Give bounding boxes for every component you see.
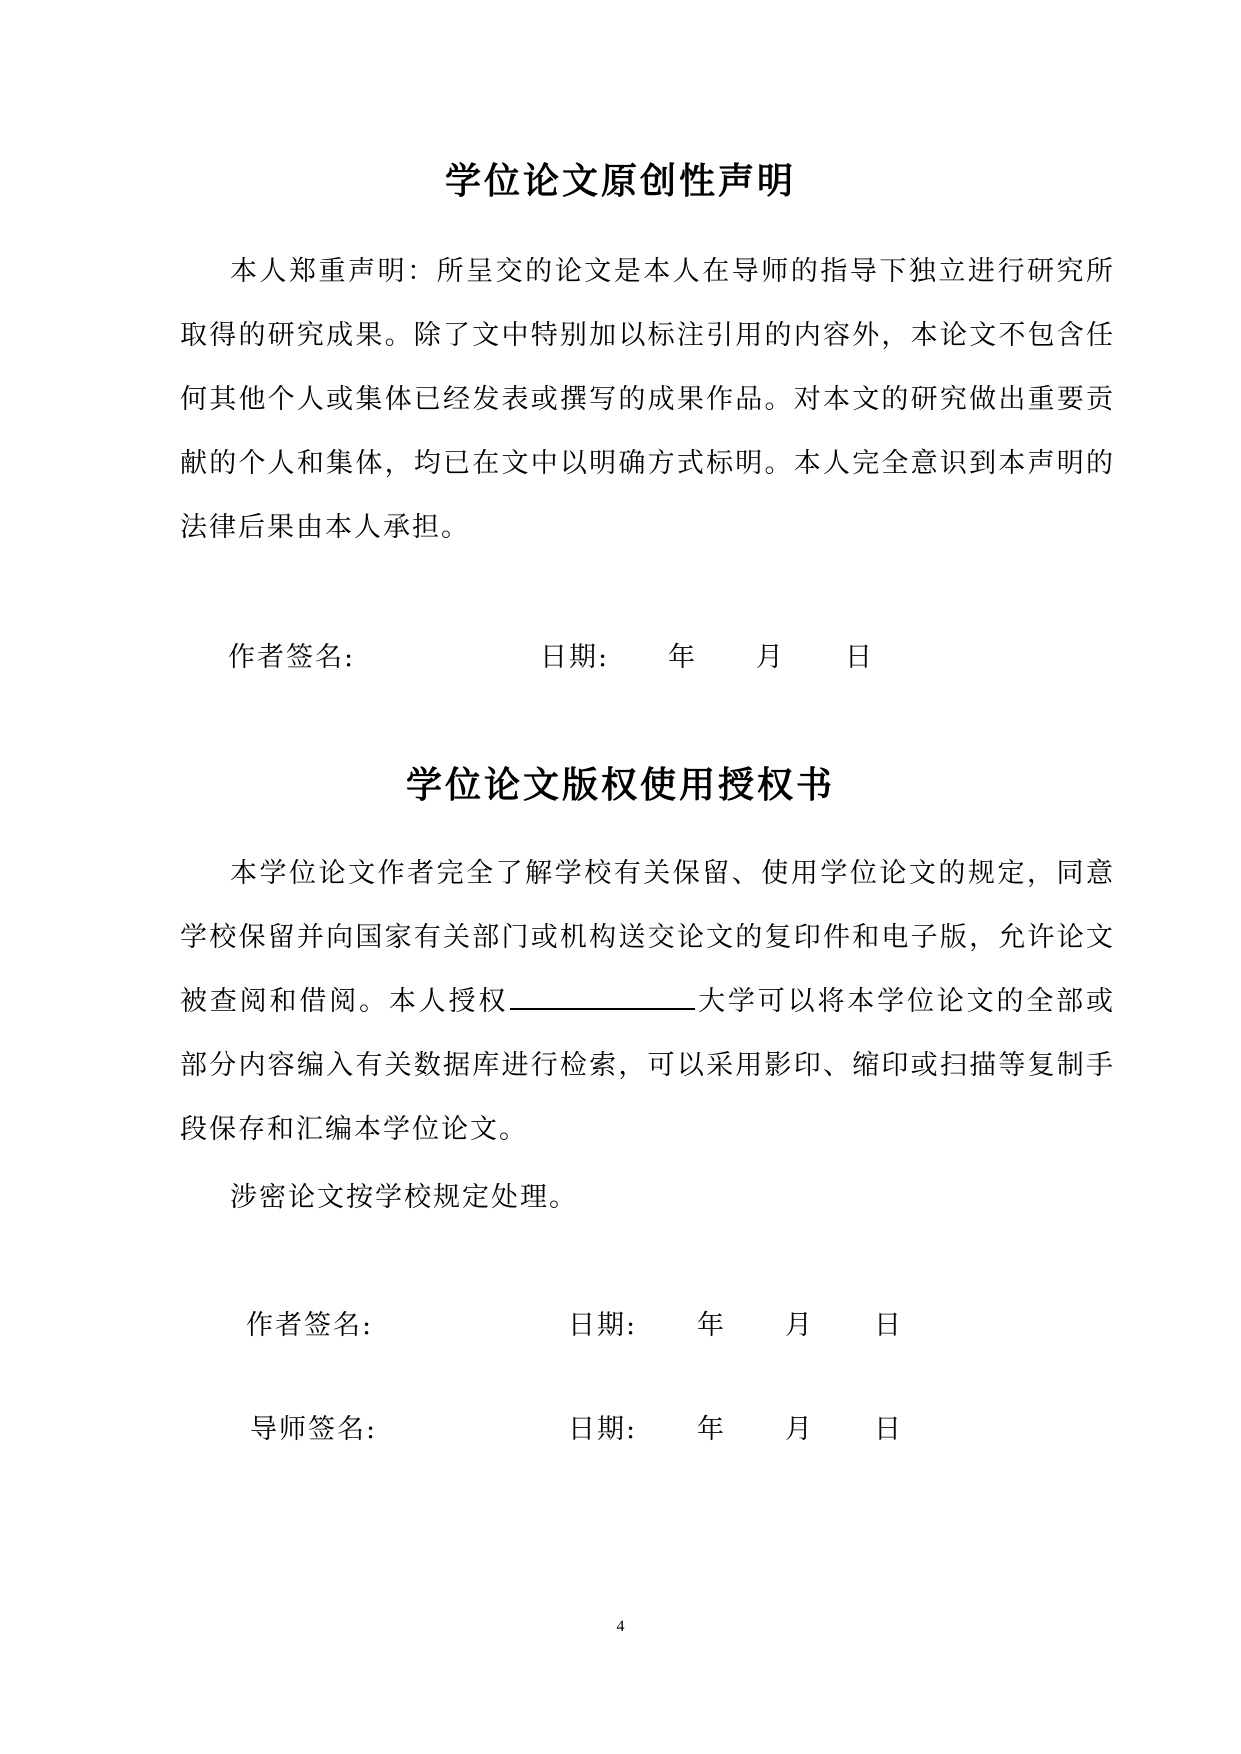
authorization-title: 学位论文版权使用授权书 [405,765,835,806]
year-label: 年 [697,1414,726,1445]
authorization-body-part2: 大学可以将本学位论文的全部或部分内容编入有关数据库进行检索，可以采用影印、缩印或扫描等复制手段保存和汇编本学位论文。 [180,986,1116,1145]
day-label: 日 [874,1414,903,1445]
authorization-body-part1: 本学位论文作者完全了解学校有关保留、使用学位论文的规定，同意学校保留并向国家有关部门或机构送交论文的复印件和电子版，允许论文被查阅和借阅。本人授权 [180,858,1115,1017]
month-label: 月 [756,642,785,673]
declaration-title: 学位论文原创性声明 [444,161,796,202]
date-label: 日期: [568,1414,638,1445]
classified-note: 涉密论文按学校规定处理。 [230,1182,578,1213]
university-name-blank[interactable] [510,980,695,1010]
declaration-signature-row [0,638,1241,678]
author-signature-row [0,1306,1241,1346]
date-label: 日期: [540,642,610,673]
advisor-signature-label: 导师签名: [250,1414,378,1445]
day-label: 日 [874,1310,903,1341]
advisor-signature-row [0,1410,1241,1450]
day-label: 日 [845,642,874,673]
page-number: 4 [616,1618,625,1635]
declaration-body: 本人郑重声明：所呈交的论文是本人在导师的指导下独立进行研究所取得的研究成果。除了文中特别加以标注引用的内容外，本论文不包含任何其他个人或集体已经发表或撰写的成果作品。对本文的研究做出重要贡献的个人和集体，均已在文中以明确方式标明。本人完全意识到本声明的法律后果由本人承担。 [180,256,1115,543]
year-label: 年 [697,1310,726,1341]
month-label: 月 [785,1414,814,1445]
author-signature-label: 作者签名: [246,1310,374,1341]
authorization-body [180,842,1115,1162]
date-label: 日期: [568,1310,638,1341]
author-signature-label: 作者签名: [228,642,356,673]
month-label: 月 [785,1310,814,1341]
year-label: 年 [668,642,697,673]
